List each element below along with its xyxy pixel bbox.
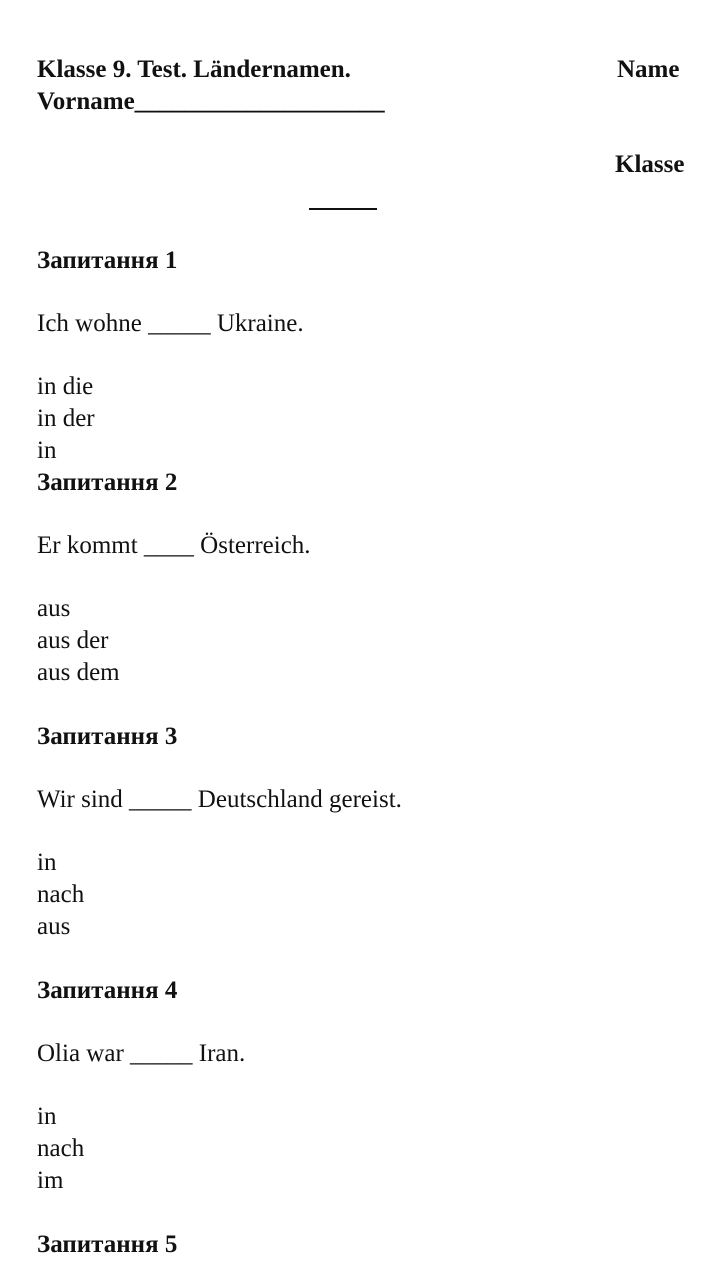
- klasse-label: Klasse: [615, 151, 685, 178]
- question-5: [37, 1229, 677, 1261]
- question-heading: Запитання 4: [37, 977, 178, 1004]
- question-text: Ich wohne _____ Ukraine.: [37, 310, 304, 337]
- answer-option[interactable]: in die: [37, 373, 94, 400]
- answer-option[interactable]: in: [37, 1103, 57, 1130]
- question-text: Olia war _____ Iran.: [37, 1040, 246, 1067]
- answer-option[interactable]: in: [37, 849, 57, 876]
- answer-option[interactable]: aus: [37, 913, 71, 940]
- klasse-blank-line: [309, 208, 377, 210]
- answer-option[interactable]: im: [37, 1167, 64, 1194]
- question-heading: Запитання 1: [37, 247, 178, 274]
- answer-options: [37, 593, 677, 689]
- question-2: [37, 467, 677, 689]
- question-4: [37, 975, 677, 1197]
- name-label: Name: [617, 56, 680, 83]
- question-text: Wir sind _____ Deutschland gereist.: [37, 786, 402, 813]
- answer-options: [37, 847, 677, 943]
- answer-options: [37, 1101, 677, 1197]
- answer-option[interactable]: aus dem: [37, 659, 120, 686]
- test-title: Klasse 9. Test. Ländernamen.: [37, 56, 351, 83]
- answer-option[interactable]: aus: [37, 595, 71, 622]
- question-heading: Запитання 3: [37, 723, 178, 750]
- answer-option[interactable]: in der: [37, 405, 95, 432]
- question-heading: Запитання 2: [37, 469, 178, 496]
- question-1: [37, 245, 677, 467]
- answer-options: [37, 371, 677, 467]
- answer-option[interactable]: nach: [37, 881, 85, 908]
- question-3: [37, 721, 677, 943]
- vorname-field-label: Vorname____________________: [37, 88, 385, 115]
- question-text: Er kommt ____ Österreich.: [37, 532, 311, 559]
- answer-option[interactable]: in: [37, 437, 57, 464]
- answer-option[interactable]: nach: [37, 1135, 85, 1162]
- question-heading: Запитання 5: [37, 1231, 178, 1258]
- answer-option[interactable]: aus der: [37, 627, 109, 654]
